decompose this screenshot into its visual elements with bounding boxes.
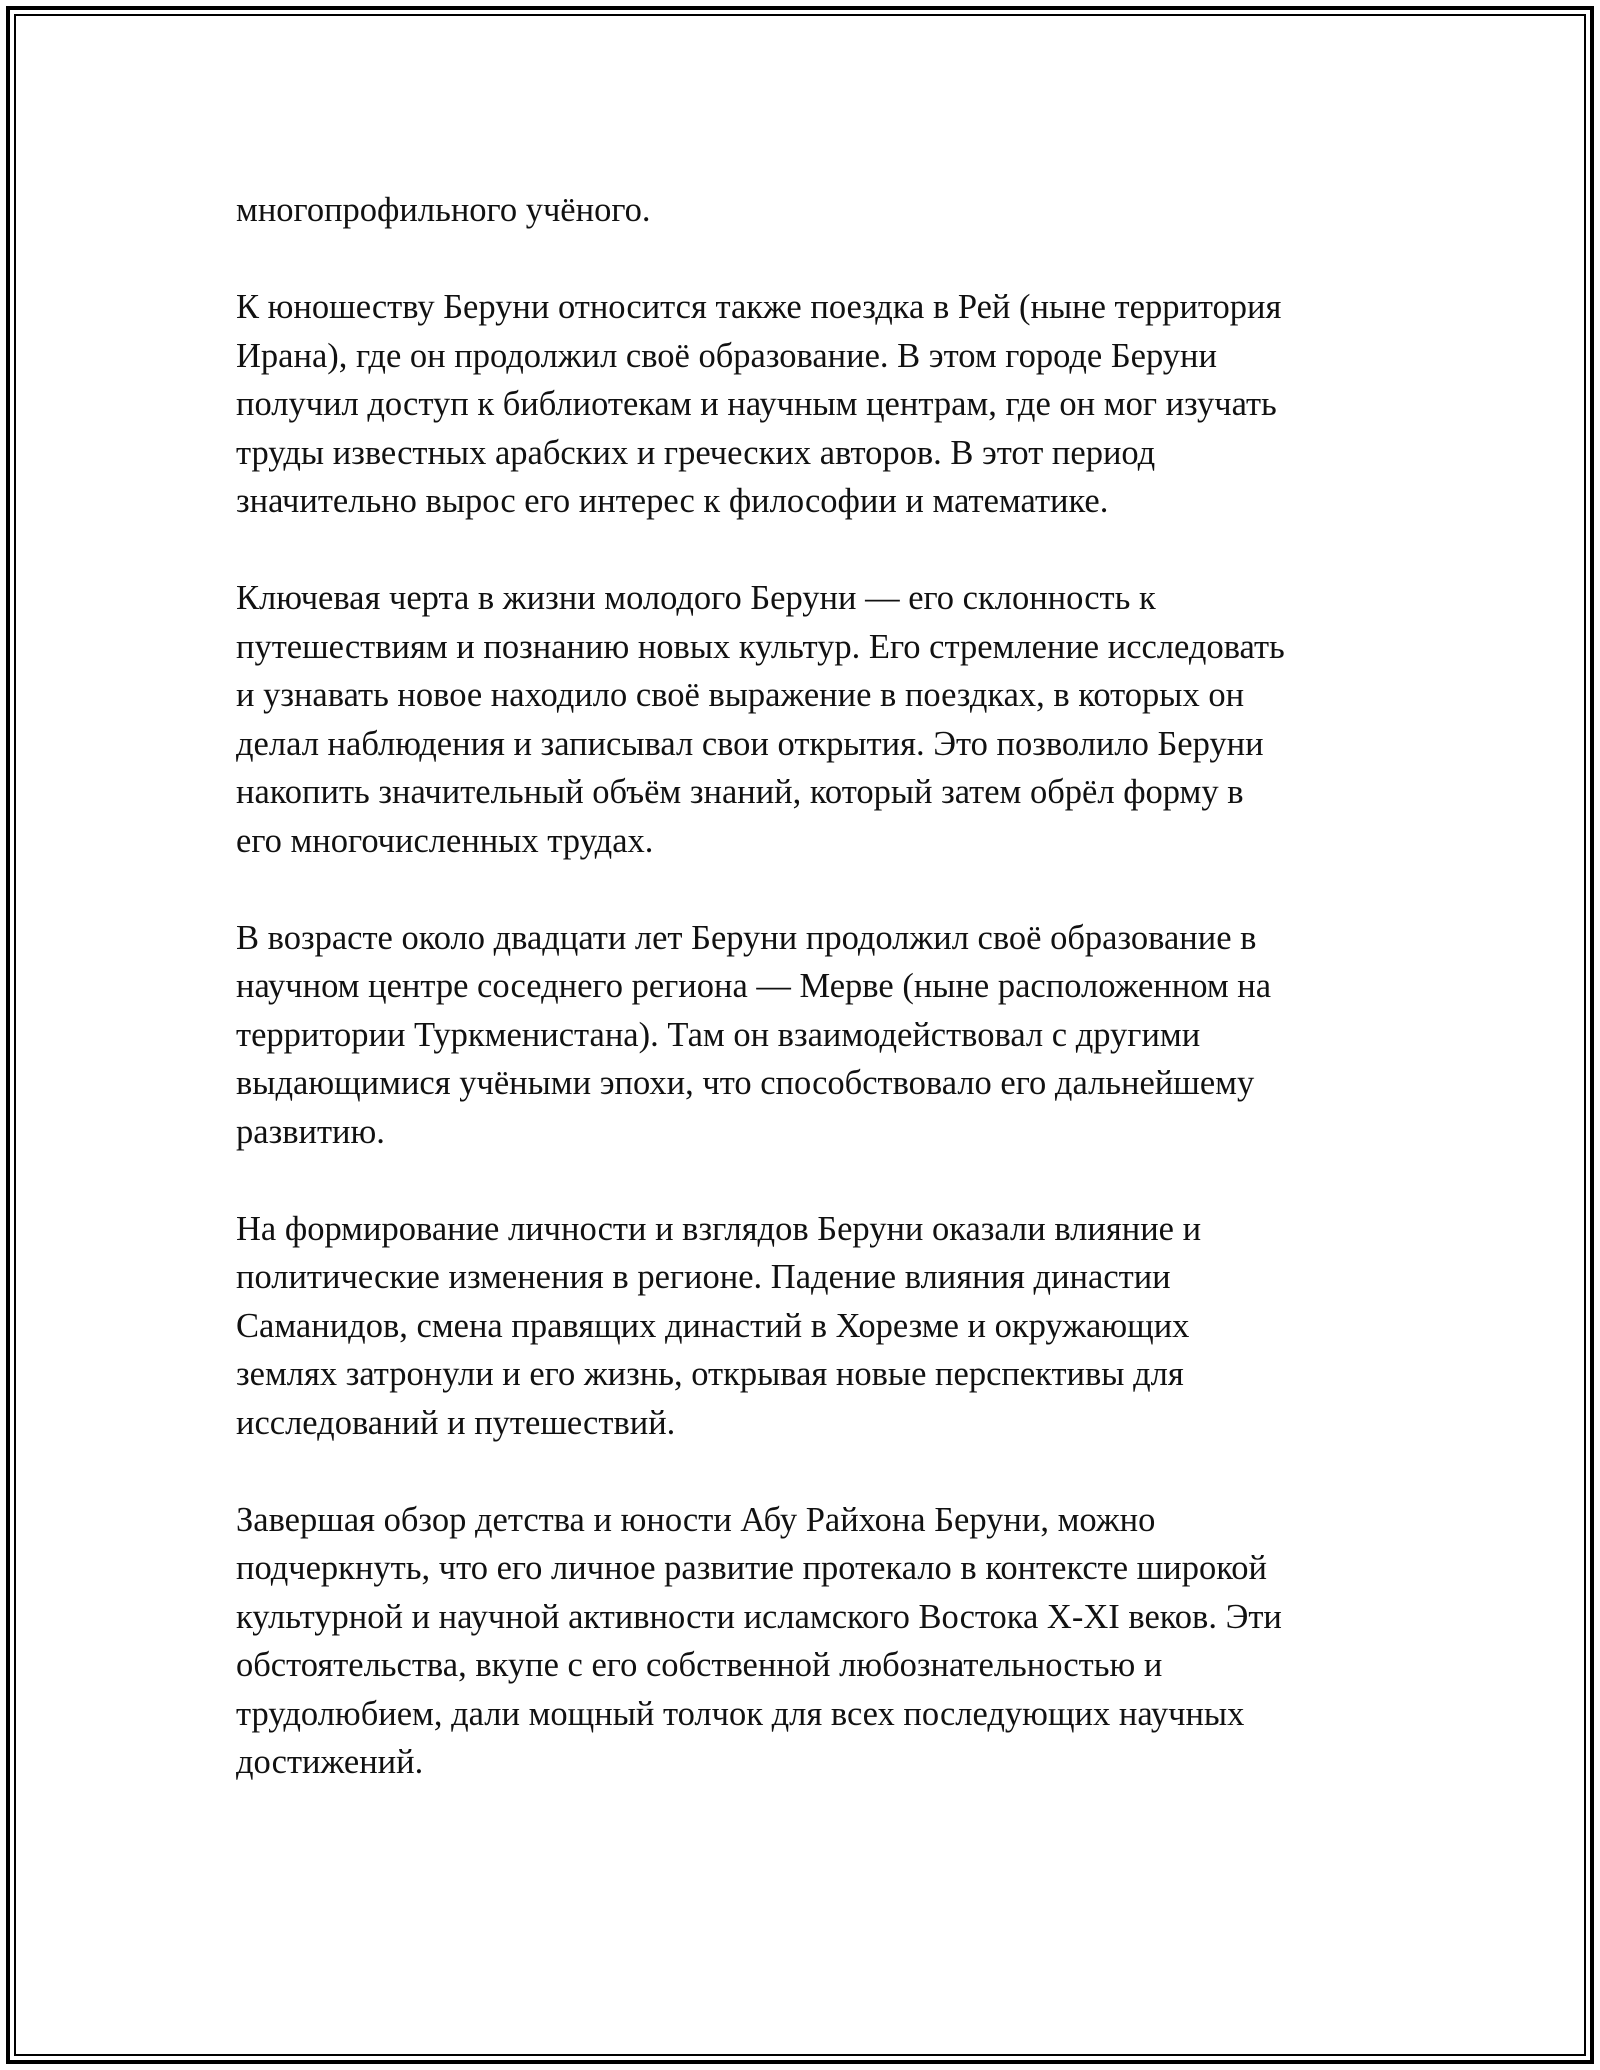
- text-line: землях затронули и его жизнь, открывая новые перспективы для: [236, 1355, 1184, 1393]
- text-line: Саманидов, смена правящих династий в Хорезме и окружающих: [236, 1306, 1190, 1345]
- text-line: развитию.: [236, 1112, 385, 1151]
- paragraph-2: [236, 283, 1366, 526]
- text-line: Ключевая черта в жизни молодого Беруни — его склонность к: [236, 579, 1156, 617]
- text-line: обстоятельства, вкупе с его собственной любознательностью и: [236, 1646, 1163, 1684]
- paragraph-1: [236, 186, 1366, 235]
- text-line: многопрофильного учёного.: [236, 191, 651, 229]
- text-line: культурной и научной активности исламского Востока X-XI веков. Эти: [236, 1597, 1282, 1636]
- text-line: научном центре соседнего региона — Мерве (ныне расположенном на: [236, 967, 1272, 1005]
- text-line: выдающимися учёными эпохи, что способствовало его дальнейшему: [236, 1064, 1255, 1102]
- text-line: его многочисленных трудах.: [236, 821, 654, 860]
- document-body: [236, 186, 1366, 1835]
- text-line: значительно вырос его интерес к философии и математике.: [236, 482, 1109, 520]
- paragraph-3: [236, 574, 1366, 865]
- text-line: получил доступ к библиотекам и научным центрам, где он мог изучать: [236, 385, 1277, 423]
- text-line: В возрасте около двадцати лет Беруни продолжил своё образование в: [236, 918, 1257, 957]
- paragraph-5: [236, 1205, 1366, 1448]
- text-line: подчеркнуть, что его личное развитие протекало в контексте широкой: [236, 1549, 1267, 1587]
- text-line: достижений.: [236, 1743, 424, 1781]
- text-line: трудолюбием, дали мощный толчок для всех последующих научных: [236, 1694, 1245, 1733]
- paragraph-6: [236, 1496, 1366, 1787]
- text-line: Завершая обзор детства и юности Абу Райхона Беруни, можно: [236, 1500, 1156, 1539]
- text-line: На формирование личности и взглядов Беруни оказали влияние и: [236, 1209, 1202, 1248]
- text-line: путешествиям и познанию новых культур. Его стремление исследовать: [236, 627, 1285, 666]
- text-line: делал наблюдения и записывал свои открытия. Это позволило Беруни: [236, 724, 1264, 763]
- text-line: Ирана), где он продолжил своё образование. В этом городе Беруни: [236, 336, 1217, 375]
- text-line: территории Туркменистана). Там он взаимодействовал с другими: [236, 1015, 1201, 1054]
- text-line: и узнавать новое находило своё выражение в поездках, в которых он: [236, 676, 1245, 714]
- text-line: исследований и путешествий.: [236, 1403, 676, 1442]
- paragraph-4: [236, 914, 1366, 1157]
- text-line: К юношеству Беруни относится также поездка в Рей (ныне территория: [236, 288, 1282, 326]
- text-line: политические изменения в регионе. Падение влияния династии: [236, 1258, 1171, 1296]
- text-line: труды известных арабских и греческих авторов. В этот период: [236, 433, 1156, 472]
- text-line: накопить значительный объём знаний, который затем обрёл форму в: [236, 773, 1244, 811]
